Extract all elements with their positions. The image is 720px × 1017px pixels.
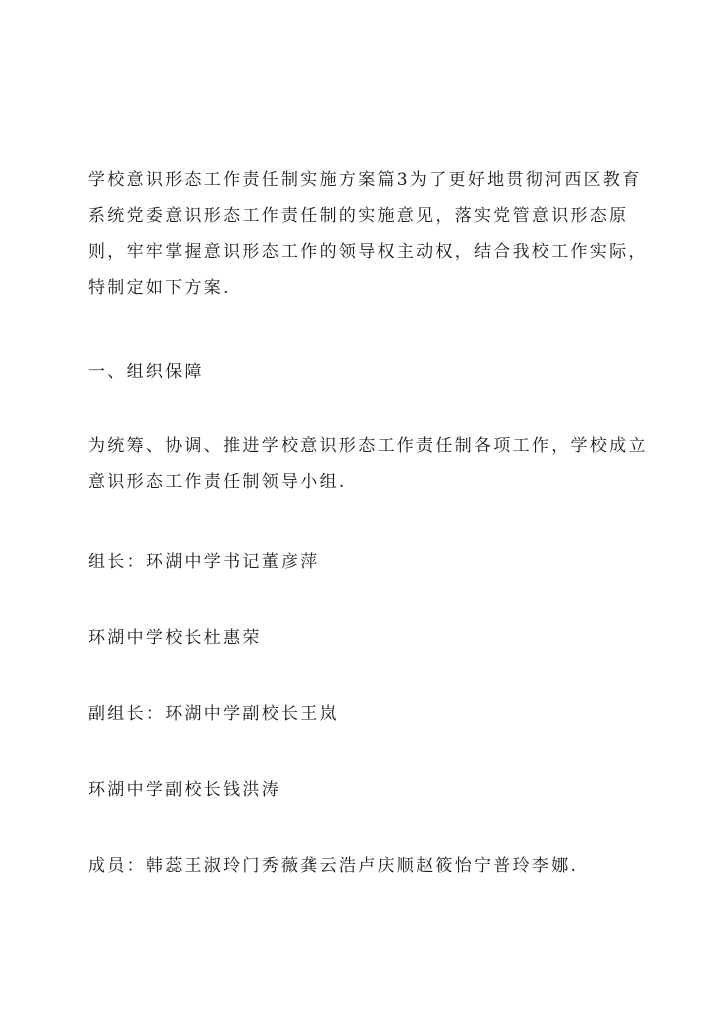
body-paragraph: 为统筹、协调、推进学校意识形态工作责任制各项工作，学校成立意识形态工作责任制领导小组. xyxy=(88,436,648,492)
leader-line: 组长：环湖中学书记董彦萍 xyxy=(88,552,320,572)
members-line: 成员：韩蕊王淑玲门秀薇龚云浩卢庆顺赵筱怡宁普玲李娜. xyxy=(88,856,579,876)
leader-line-2: 环湖中学校长杜惠荣 xyxy=(88,628,262,648)
section-heading: 一、组织保障 xyxy=(88,362,204,382)
intro-paragraph: 学校意识形态工作责任制实施方案篇3为了更好地贯彻河西区教育系统党委意识形态工作责任制的实施意见，落实党管意识形态原则，牢牢掌握意识形态工作的领导权主动权，结合我校工作实际，特制定如下方案. xyxy=(88,170,648,298)
deputy-leader-line: 副组长：环湖中学副校长王岚 xyxy=(88,704,339,724)
deputy-leader-line-2: 环湖中学副校长钱洪涛 xyxy=(88,780,281,800)
